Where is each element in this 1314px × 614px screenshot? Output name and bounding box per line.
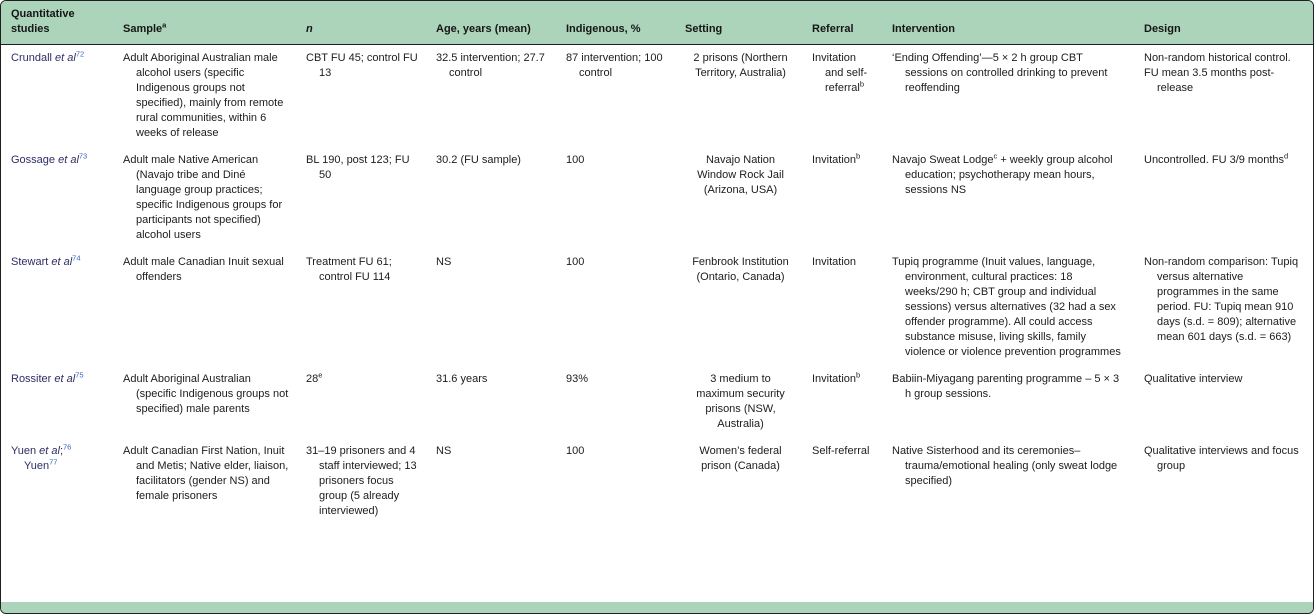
reference-superscript[interactable]: 74	[72, 253, 81, 263]
cell-text	[1144, 66, 1307, 96]
cell-indigenous	[556, 438, 675, 525]
cell-text	[685, 51, 796, 81]
text-segment: Quantitative studies	[11, 8, 75, 35]
cell-text	[892, 372, 1128, 402]
cell-n	[296, 45, 426, 148]
text-segment: 3 medium to maximum security prisons (NSW, Australia)	[696, 373, 785, 430]
cell-text	[566, 51, 669, 81]
text-segment: 100	[566, 445, 585, 457]
study-table	[1, 1, 1313, 525]
cell-setting	[675, 438, 802, 525]
cell-n	[296, 438, 426, 525]
table-row	[1, 366, 1313, 438]
reference-superscript[interactable]: 76	[63, 442, 72, 452]
text-segment: 100	[566, 256, 585, 268]
cell-text	[306, 51, 420, 81]
text-segment: 32.5 intervention; 27.7 control	[436, 52, 545, 79]
text-segment: NS	[436, 256, 452, 268]
cell-text	[685, 444, 796, 474]
table-head	[1, 1, 1313, 45]
cell-age	[426, 438, 556, 525]
cell-text	[1144, 153, 1307, 168]
text-segment: NS	[436, 445, 452, 457]
cell-text	[812, 22, 876, 37]
text-segment: Navajo Sweat Lodge	[892, 154, 994, 166]
cell-studies	[1, 45, 113, 148]
text-segment: ;	[59, 445, 63, 457]
cell-text	[1144, 51, 1307, 66]
text-segment: Navajo Nation Window Rock Jail (Arizona, USA)	[697, 154, 784, 196]
cell-design	[1134, 147, 1313, 249]
cell-text	[812, 444, 876, 459]
cell-text	[436, 51, 550, 81]
text-segment: Fenbrook Institution (Ontario, Canada)	[692, 256, 789, 283]
text-segment: Sample	[123, 23, 163, 35]
text-segment: + weekly group alcohol education; psychotherapy mean hours, sessions NS	[905, 154, 1113, 196]
cell-age	[426, 249, 556, 366]
cell-text	[436, 22, 550, 37]
table-footer-bar	[1, 602, 1313, 613]
text-segment: Non-random comparison: Tupiq versus alternative programmes in the same period. FU: Tupiq mean 910 days (s.d. = 809); alternative mean 601 days (s.d. = 663)	[1144, 256, 1299, 343]
text-segment: 87 intervention; 100 control	[566, 52, 663, 79]
text-segment: Setting	[685, 23, 723, 35]
column-header-sample	[113, 1, 296, 45]
text-segment: BL 190, post 123; FU 50	[306, 154, 410, 181]
footnote-superscript: b	[856, 151, 861, 161]
cell-text	[11, 51, 107, 66]
cell-referral	[802, 45, 882, 148]
table-row	[1, 249, 1313, 366]
text-segment: Uncontrolled. FU 3/9 months	[1144, 154, 1285, 166]
text-segment: Treatment FU 61; control FU 114	[306, 256, 392, 283]
cell-studies	[1, 366, 113, 438]
cell-text	[1144, 372, 1307, 387]
cell-sample	[113, 249, 296, 366]
column-header-age	[426, 1, 556, 45]
cell-text	[812, 372, 876, 387]
text-segment: Invitation	[812, 373, 857, 385]
cell-text	[566, 372, 669, 387]
cell-intervention	[882, 366, 1134, 438]
table-row	[1, 438, 1313, 525]
text-segment: Invitation and self-referral	[812, 52, 868, 94]
cell-text	[685, 372, 796, 432]
cell-text	[566, 444, 669, 459]
cell-referral	[802, 147, 882, 249]
cell-sample	[113, 147, 296, 249]
cell-text	[566, 153, 669, 168]
text-segment: Adult Aboriginal Australian (specific Indigenous groups not specified) male parents	[123, 373, 289, 415]
cell-text	[11, 7, 107, 37]
text-segment: Adult male Canadian Inuit sexual offenders	[123, 256, 284, 283]
cell-text	[306, 22, 420, 37]
text-segment: Women’s federal prison (Canada)	[699, 445, 782, 472]
column-header-studies	[1, 1, 113, 45]
text-segment: Yuen	[11, 445, 40, 457]
text-segment: Crundall	[11, 52, 56, 64]
text-segment: Invitation	[812, 256, 857, 268]
cell-text	[11, 153, 107, 168]
cell-text	[123, 51, 290, 141]
cell-text	[306, 444, 420, 519]
text-segment: Age, years (mean)	[436, 23, 531, 35]
cell-text	[436, 153, 550, 168]
cell-text	[1144, 22, 1307, 37]
text-segment: 2 prisons (Northern Territory, Australia)	[693, 52, 788, 79]
column-header-indigenous	[556, 1, 675, 45]
reference-superscript[interactable]: 73	[78, 151, 88, 161]
reference-superscript[interactable]: 72	[75, 49, 85, 59]
text-segment: Non-random historical control.	[1144, 52, 1291, 64]
cell-intervention	[882, 438, 1134, 525]
text-segment: et al	[55, 52, 76, 64]
cell-indigenous	[556, 45, 675, 148]
text-segment: et al	[54, 373, 76, 385]
text-segment: Babiin-Miyagang parenting programme – 5 × 3 h group sessions.	[892, 373, 1120, 400]
cell-text	[306, 255, 420, 285]
footnote-superscript: b	[856, 370, 861, 380]
table-row	[1, 147, 1313, 249]
footnote-superscript: d	[1284, 151, 1289, 161]
text-segment: 28	[306, 373, 319, 385]
cell-n	[296, 147, 426, 249]
cell-studies	[1, 438, 113, 525]
cell-text	[123, 255, 290, 285]
text-segment: n	[306, 23, 313, 35]
cell-studies	[1, 147, 113, 249]
cell-referral	[802, 438, 882, 525]
cell-age	[426, 147, 556, 249]
cell-studies	[1, 249, 113, 366]
cell-text	[436, 372, 550, 387]
cell-setting	[675, 366, 802, 438]
cell-indigenous	[556, 147, 675, 249]
text-segment: 31.6 years	[436, 373, 488, 385]
cell-sample	[113, 45, 296, 148]
column-header-intervention	[882, 1, 1134, 45]
text-segment: 93%	[566, 373, 589, 385]
cell-text	[892, 444, 1128, 489]
header-row	[1, 1, 1313, 45]
text-segment: Invitation	[812, 154, 857, 166]
text-segment: Referral	[812, 23, 854, 35]
cell-text	[812, 153, 876, 168]
text-segment: Self-referral	[812, 445, 870, 457]
text-segment: Native Sisterhood and its ceremonies–trauma/emotional healing (only sweat lodge specified)	[892, 445, 1118, 487]
cell-setting	[675, 147, 802, 249]
cell-text	[11, 444, 107, 474]
cell-age	[426, 45, 556, 148]
cell-text	[123, 372, 290, 417]
cell-indigenous	[556, 366, 675, 438]
cell-text	[123, 444, 290, 504]
cell-text	[306, 372, 420, 387]
column-header-setting	[675, 1, 802, 45]
cell-text	[1144, 444, 1307, 474]
cell-text	[566, 22, 669, 37]
cell-text	[123, 22, 290, 37]
footnote-superscript: c	[993, 151, 998, 161]
table-row	[1, 45, 1313, 148]
text-segment: Intervention	[892, 23, 955, 35]
cell-design	[1134, 366, 1313, 438]
footnote-superscript: e	[318, 370, 323, 380]
text-segment: FU mean 3.5 months post-release	[1144, 67, 1275, 94]
cell-text	[436, 444, 550, 459]
text-segment: CBT FU 45; control FU 13	[306, 52, 418, 79]
text-segment: Adult male Native American (Navajo tribe and Diné language group practices; specific Indigenous groups for participants not specified) alcohol users	[123, 154, 283, 241]
text-segment: ‘Ending Offending’—5 × 2 h group CBT sessions on controlled drinking to prevent reoffending	[892, 52, 1108, 94]
cell-text	[11, 372, 107, 387]
cell-text	[685, 153, 796, 198]
text-segment: Qualitative interviews and focus group	[1144, 445, 1299, 472]
column-header-design	[1134, 1, 1313, 45]
cell-sample	[113, 366, 296, 438]
text-segment: Design	[1144, 23, 1181, 35]
reference-superscript[interactable]: 77	[49, 457, 58, 467]
cell-design	[1134, 45, 1313, 148]
cell-text	[892, 22, 1128, 37]
cell-text	[892, 153, 1128, 198]
text-segment: 30.2 (FU sample)	[436, 154, 521, 166]
cell-text	[1144, 255, 1307, 345]
text-segment: et al	[51, 256, 73, 268]
cell-text	[892, 51, 1128, 96]
text-segment: Tupiq programme (Inuit values, language, environment, cultural practices: 18 weeks/290 h; CBT group and individual sessions) versus alternatives (32 had a sex offender programme). All could access substance misuse, living skills, family violence or violence prevention programmes	[892, 256, 1121, 358]
table-body	[1, 45, 1313, 526]
cell-intervention	[882, 147, 1134, 249]
text-segment: 31–19 prisoners and 4 staff interviewed; 13 prisoners focus group (5 already interviewed)	[306, 445, 417, 517]
cell-design	[1134, 249, 1313, 366]
text-segment: Rossiter	[11, 373, 55, 385]
cell-referral	[802, 366, 882, 438]
column-header-n	[296, 1, 426, 45]
cell-setting	[675, 249, 802, 366]
cell-n	[296, 249, 426, 366]
text-segment: Yuen	[24, 460, 50, 472]
cell-indigenous	[556, 249, 675, 366]
text-segment: Stewart	[11, 256, 52, 268]
text-segment: Adult Canadian First Nation, Inuit and Metis; Native elder, liaison, facilitators (gender NS) and female prisoners	[123, 445, 289, 502]
text-segment: 100	[566, 154, 585, 166]
cell-setting	[675, 45, 802, 148]
text-segment: Qualitative interview	[1144, 373, 1243, 385]
cell-n	[296, 366, 426, 438]
text-segment: Adult Aboriginal Australian male alcohol users (specific Indigenous groups not specified), mainly from remote rural communities, within 6 weeks of release	[123, 52, 284, 139]
cell-design	[1134, 438, 1313, 525]
cell-text	[685, 22, 796, 37]
footnote-superscript: a	[162, 20, 167, 30]
text-segment: Gossage	[11, 154, 59, 166]
cell-intervention	[882, 45, 1134, 148]
cell-text	[812, 51, 876, 96]
text-segment: Indigenous, %	[566, 23, 641, 35]
cell-text	[685, 255, 796, 285]
reference-superscript[interactable]: 75	[75, 370, 84, 380]
footnote-superscript: b	[859, 79, 865, 89]
cell-text	[892, 255, 1128, 360]
cell-text	[812, 255, 876, 270]
cell-text	[436, 255, 550, 270]
cell-text	[11, 255, 107, 270]
table-wrap	[1, 1, 1313, 602]
cell-text	[306, 153, 420, 183]
cell-text	[566, 255, 669, 270]
cell-referral	[802, 249, 882, 366]
cell-text	[123, 153, 290, 243]
cell-sample	[113, 438, 296, 525]
column-header-referral	[802, 1, 882, 45]
cell-age	[426, 366, 556, 438]
cell-intervention	[882, 249, 1134, 366]
text-segment: et al	[39, 445, 60, 457]
text-segment: et al	[58, 154, 79, 166]
